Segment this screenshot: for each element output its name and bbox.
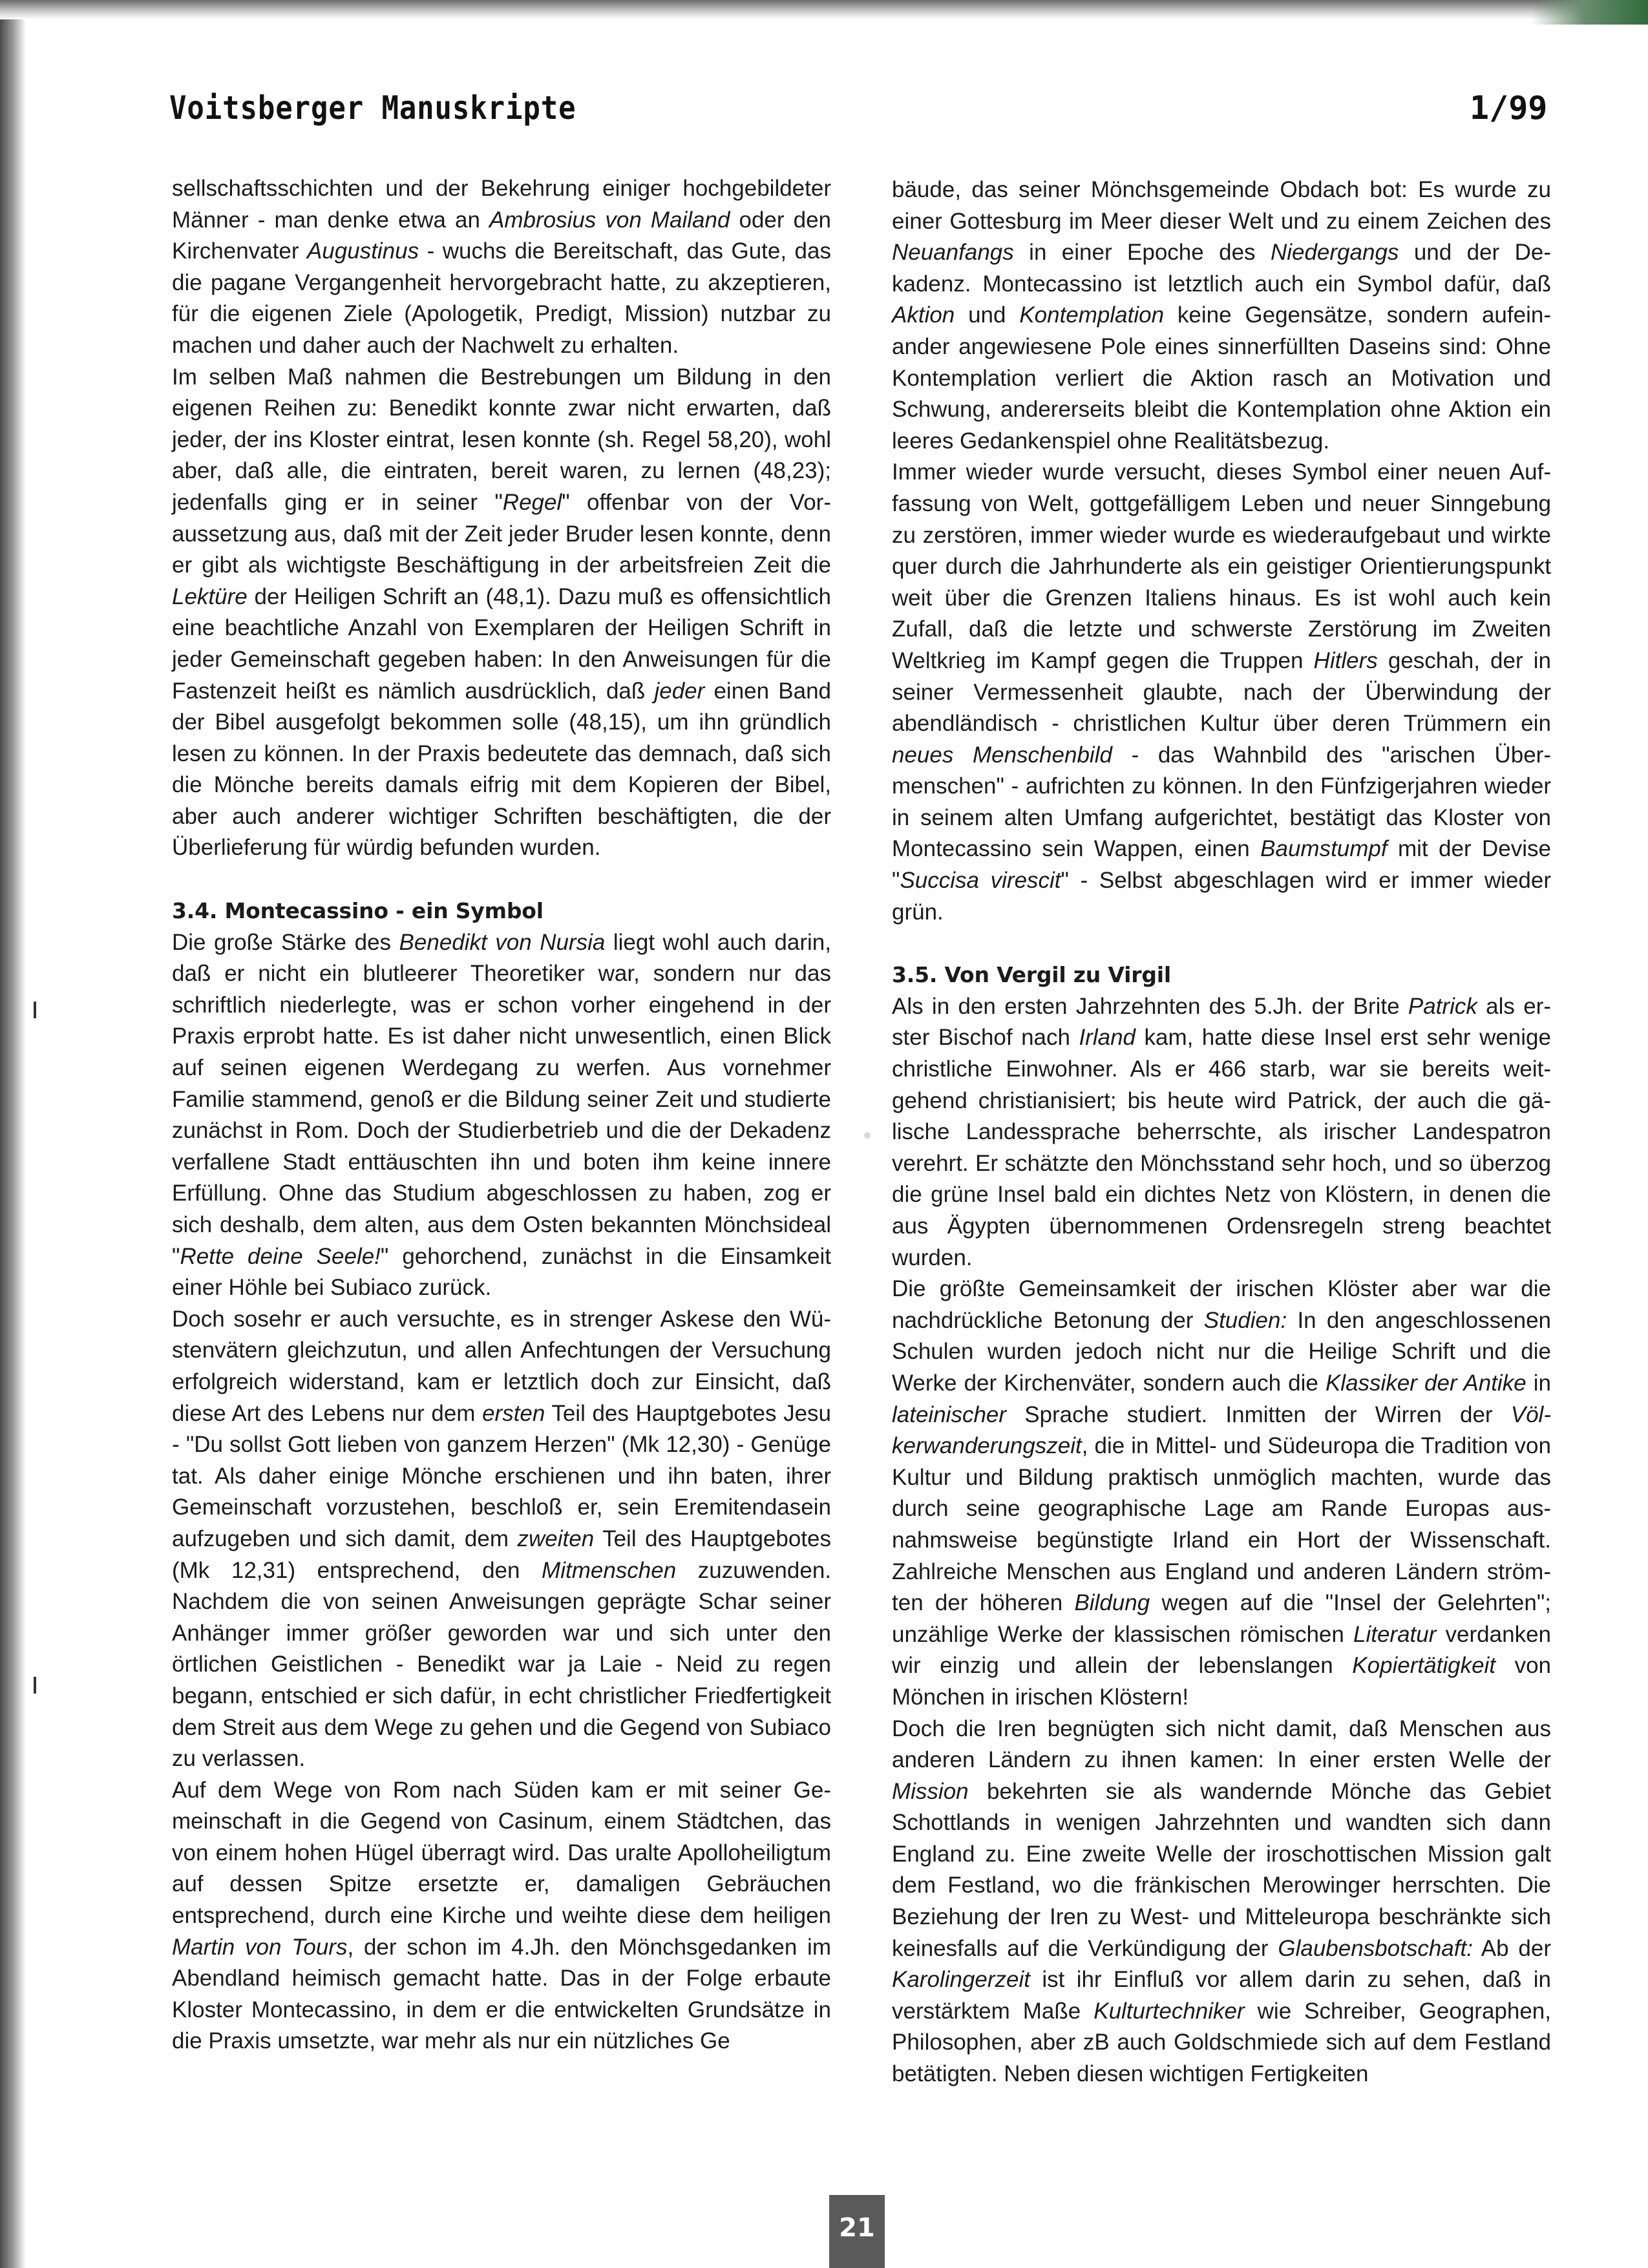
margin-mark [34,1002,36,1018]
emphasized-text: Baumstumpf [1260,836,1388,862]
emphasized-text: Völkerwanderungszeit [892,1402,1551,1459]
emphasized-text: Patrick [1408,993,1477,1019]
emphasized-text: Neuanfangs [892,240,1014,266]
paragraph [172,1304,831,1775]
emphasized-text: Studien: [1203,1307,1287,1333]
text-run: Teil des Hauptgebotes (Mk 12,31) entsprechend, den [172,1526,831,1583]
text-run: Teil des Hauptgebotes Jesu - "Du sollst Gott lieben von ganzem Herzen" (Mk 12,30) - Genüge tat. Als daher einige Mönche erschienen und ihn baten, ihrer Gemeinschaft vorzustehen, beschloß er, sein Eremitendasein aufzugeben und sich damit, dem [172,1400,831,1551]
text-run: geschah, der in seiner Vermessenheit glaubte, nach der Überwindung der abendländisch - christlichen Kultur über deren Trümmern ein [892,647,1551,737]
emphasized-text: Karolingerzeit [892,1967,1030,1993]
left-text-column [172,173,831,2057]
emphasized-text: Niedergangs [1270,240,1399,266]
section-heading-3-5: 3.5. Von Vergil zu Virgil [892,962,1171,988]
text-run: kam, hatte diese Insel erst sehr wenige christliche Einwohner. Als er 466 starb, war sie bereits weitgehend christianisiert; bis heute wird Patrick, der auch die gälische Landessprache beherrschte, als irischer Landespatron verehrt. Er schätzte den Mönchsstand sehr hoch, und so überzog die grüne Insel bald ein dichtes Netz von Klöstern, in denen die aus Ägypten übernommenen Ordensregeln streng beachtet wurden. [892,1025,1551,1270]
text-run: , der schon im 4.Jh. den Mönchsgedanken im Abendland heimisch gemacht hatte. Das in der Folge erbaute Kloster Montecassino, in dem er die entwickelten Grundsätze in die Praxis umsetzte, war mehr als nur ein nützliches Ge [172,1934,831,2054]
emphasized-text: Ambrosius von Mailand [489,207,730,233]
text-run: wie Schreiber, Geographen, Philosophen, aber zB auch Goldschmiede sich auf dem Festland betätigten. Neben diesen wichtigen Fertigkeiten [892,1998,1551,2087]
paragraph [172,173,831,362]
section-heading-3-4: 3.4. Montecassino - ein Symbol [172,898,544,924]
emphasized-text: Literatur [1353,1621,1437,1647]
emphasized-text: zweiten [517,1526,595,1551]
paragraph [172,362,831,865]
paragraph [892,1714,1551,2090]
emphasized-text: Aktion [892,302,955,328]
text-run: liegt wohl auch darin, daß er nicht ein blutleerer Theoretiker war, sondern nur das schriftlich niederlegte, was er schon vorher eingehend in der Praxis erprobt hatte. Es ist daher nicht unwesentlich, einen Blick auf seinen eigenen Werdegang zu werfen. Aus vornehmer Familie stammend, genoß er die Bildung seiner Zeit und studierte zunächst in Rom. Doch der Studierbetrieb und die der Dekadenz verfallene Stadt enttäuschten ihn und boten ihm keine innere Erfüllung. Ohne das Studium abgeschlossen zu haben, zog er sich deshalb, dem alten, aus dem Osten bekannten Mönchsideal " [172,929,831,1269]
paragraph [892,1274,1551,1713]
text-run: wegen auf die "Insel der Gelehrten"; unzählige Werke der klassischen römischen [892,1590,1551,1647]
scan-speck [864,1132,871,1139]
page-number-tab [829,2195,885,2268]
emphasized-text: ersten [482,1400,545,1426]
emphasized-text: Regel [502,489,562,515]
margin-mark [34,1677,36,1694]
emphasized-text: Mitmenschen [542,1557,677,1583]
text-run: " - Selbst abgeschlagen wird er immer wieder grün. [892,868,1552,925]
emphasized-text: Kontemplation [1019,302,1165,328]
emphasized-text: Lektüre [172,583,248,609]
emphasized-text: Kulturtechniker [1093,1998,1245,2024]
paragraph [892,457,1551,928]
emphasized-text: Hitlers [1313,647,1378,673]
emphasized-text: jeder [654,678,705,704]
text-run: , die in Mittel- und Südeuropa die Tradition von Kultur und Bildung praktisch unmöglich machten, wurde das durch seine geographische Lage am Rande Europas ausnahmsweise begünstigte Irland ein Hort der Wissenschaft. Zahlreiche Menschen aus England und anderen Ländern strömten der höheren [892,1433,1551,1616]
text-run: in [1526,1370,1551,1396]
emphasized-text: Augustinus [306,238,419,264]
text-run: zuzuwenden. Nachdem die von seinen Anweisungen geprägte Schar seiner Anhänger immer größer geworden war und sich unter den örtlichen Geistlichen - Benedikt war ja Laie - Neid zu regen begann, entschied er sich dafür, in echt christlicher Friedfertigkeit dem Streit aus dem Wege zu gehen und die Gegend von Subiaco zu verlassen. [172,1557,832,1772]
running-header-issue: 1/99 [1470,89,1548,127]
emphasized-text: Rette deine Seele! [180,1243,381,1269]
emphasized-text: Succisa virescit [900,868,1061,894]
emphasized-text: lateinischer [892,1402,1007,1427]
text-run: " gehorchend, zunächst in die Einsamkeit einer Höhle bei Subiaco zurück. [172,1243,832,1301]
text-run: Die große Stärke des [172,929,399,955]
paragraph [892,174,1551,457]
emphasized-text: Kopiertätigkeit [1352,1653,1496,1679]
paragraph [172,927,831,1304]
text-run: " offenbar von der Voraussetzung aus, daß mit der Zeit jeder Bruder lesen konnte, denn er gibt als wichtigste Beschäftigung in der arbeitsfreien Zeit die [172,489,831,578]
text-run: ist ihr Einfluß vor allem darin zu sehen, daß in verstärktem Maße [892,1967,1551,2024]
text-run: Doch sosehr er auch versuchte, es in strenger Askese den Wüstenvätern gleichzutun, und allen Anfechtungen der Versuchung erfolgreich widerstand, kam er letztlich doch zur Einsicht, daß diese Art des Lebens nur dem [172,1306,831,1426]
text-run: bäude, das seiner Mönchsgemeinde Obdach bot: Es wurde zu einer Gottesburg im Meer dieser Welt und zu einem Zeichen des [892,177,1551,234]
emphasized-text: Mission [892,1778,969,1804]
emphasized-text: Martin von Tours [172,1934,348,1960]
text-run: und [955,302,1020,328]
text-run: der Heiligen Schrift an (48,1). Dazu muß es offensichtlich eine beachtliche Anzahl von Exemplaren der Heiligen Schrift in jeder Gemeinschaft gegeben haben: In den Anweisungen für die Fastenzeit heißt es nämlich ausdrücklich, daß [172,583,831,704]
text-run: und der Dekadenz. Montecassino ist letztlich auch ein Symbol dafür, daß [892,240,1551,297]
text-run: - das Wahnbild des "arischen Übermenschen" - aufrichten zu können. In den Fünfzigerjahren wieder in seinem alten Umfang aufgerichtet, bestätigt das Kloster von Montecassino sein Wappen, einen [892,742,1551,862]
text-run: Die größte Gemeinsamkeit der irischen Klöster aber war die nachdrückliche Betonung der [892,1276,1551,1333]
paragraph [172,1775,831,2057]
text-run: einen Band der Bibel ausgefolgt bekommen solle (48,15), um ihn gründlich lesen zu können. In der Praxis bedeutete das demnach, daß sich die Mönche bereits damals eifrig mit dem Kopieren der Bibel, aber auch anderer wichtiger Schriften beschäftigten, die der Überlieferung für würdig befunden wurden. [172,678,832,861]
emphasized-text: Glaubensbotschaft: [1278,1935,1473,1961]
text-run: mit der Devise " [892,836,1551,894]
text-run: Immer wieder wurde versucht, dieses Symbol einer neuen Auffassung von Welt, gottgefälligem Leben und neuer Sinngebung zu zerstören, immer wieder wurde es wiederaufgebaut und wirkte quer durch die Jahrhunderte als ein geistiger Orientierungspunkt weit über die Grenzen Italiens hinaus. Es ist wohl auch kein Zufall, daß die letzte und schwerste Zerstörung im Zweiten Weltkrieg im Kampf gegen die Truppen [892,459,1551,673]
text-run: bekehrten sie als wandernde Mönche das Gebiet Schottlands in wenigen Jahrzehnten und wandten sich dann England zu. Eine zweite Welle der iroschottischen Mission galt dem Festland, wo die fränkischen Merowinger herrschten. Die Beziehung der Iren zu West- und Mitteleuropa beschränkte sich keinesfalls auf die Verkündigung der [892,1778,1551,1961]
right-text-column [892,174,1551,2090]
text-run: keine Gegensätze, sondern aufeinander angewiesene Pole eines sinnerfüllten Daseins sind: Ohne Kontemplation verliert die Aktion rasch an Motivation und Schwung, andererseits bleibt die Kontemplation ohne Aktion ein leeres Gedankenspiel ohne Realitätsbezug. [892,302,1551,454]
cover-corner-edge [1532,0,1648,25]
scan-left-edge-shadow [0,0,26,2268]
page-number: 21 [839,2213,875,2243]
text-run: Im selben Maß nahmen die Bestrebungen um Bildung in den eigenen Reihen zu: Benedikt konnte zwar nicht erwarten, daß jeder, der ins Kloster eintrat, lesen konnte (sh. Regel 58,20), wohl aber, daß alle, die eintraten, bereit waren, zu lernen (48,23); jedenfalls ging er in seiner " [172,364,831,515]
text-run: In den angeschlossenen Schulen wurden jedoch nicht nur die Heilige Schrift und die Werke der Kirchenväter, sondern auch die [892,1307,1551,1396]
text-run: Ab der [1472,1935,1551,1961]
emphasized-text: neues Menschenbild [892,742,1112,768]
scan-top-edge-shadow [0,0,1648,19]
text-run: oder den Kirchenvater [172,207,831,264]
paragraph [892,991,1551,1274]
emphasized-text: Bildung [1074,1590,1150,1616]
text-run: sellschaftsschichten und der Bekehrung einiger hochgebildeter Männer - man denke etwa an [172,176,831,233]
emphasized-text: Klassiker der Antike [1325,1370,1527,1396]
text-run: - wuchs die Bereitschaft, das Gute, das die pagane Vergangenheit hervorgebracht hatte, zu akzeptieren, für die eigenen Ziele (Apologetik, Predigt, Mission) nutzbar zu machen und daher auch der Nachwelt zu erhalten. [172,238,831,358]
text-run: Als in den ersten Jahrzehnten des 5.Jh. der Brite [892,993,1408,1019]
text-run: Doch die Iren begnügten sich nicht damit, daß Menschen aus anderen Ländern zu ihnen kamen: In einer ersten Welle der [892,1716,1551,1773]
text-run: verdanken wir einzig und allein der lebenslangen [892,1621,1551,1679]
running-header-title: Voitsberger Manuskripte [169,89,576,127]
text-run: in einer Epoche des [1013,240,1271,266]
text-run: von Mönchen in irischen Klöstern! [892,1653,1552,1710]
text-run: Sprache studiert. Inmitten der Wirren der [1006,1402,1511,1427]
emphasized-text: Irland [1079,1025,1136,1051]
emphasized-text: Benedikt von Nursia [399,929,606,955]
text-run: Auf dem Wege von Rom nach Süden kam er mit seiner Gemeinschaft in die Gegend von Casinum, einem Städtchen, das von einem hohen Hügel überragt wird. Das uralte Apolloheiligtum auf dessen Spitze ersetzte er, damaligen Gebräuchen entsprechend, durch eine Kirche und weihte diese dem heiligen [172,1777,831,1929]
text-run: als erster Bischof nach [892,993,1551,1051]
